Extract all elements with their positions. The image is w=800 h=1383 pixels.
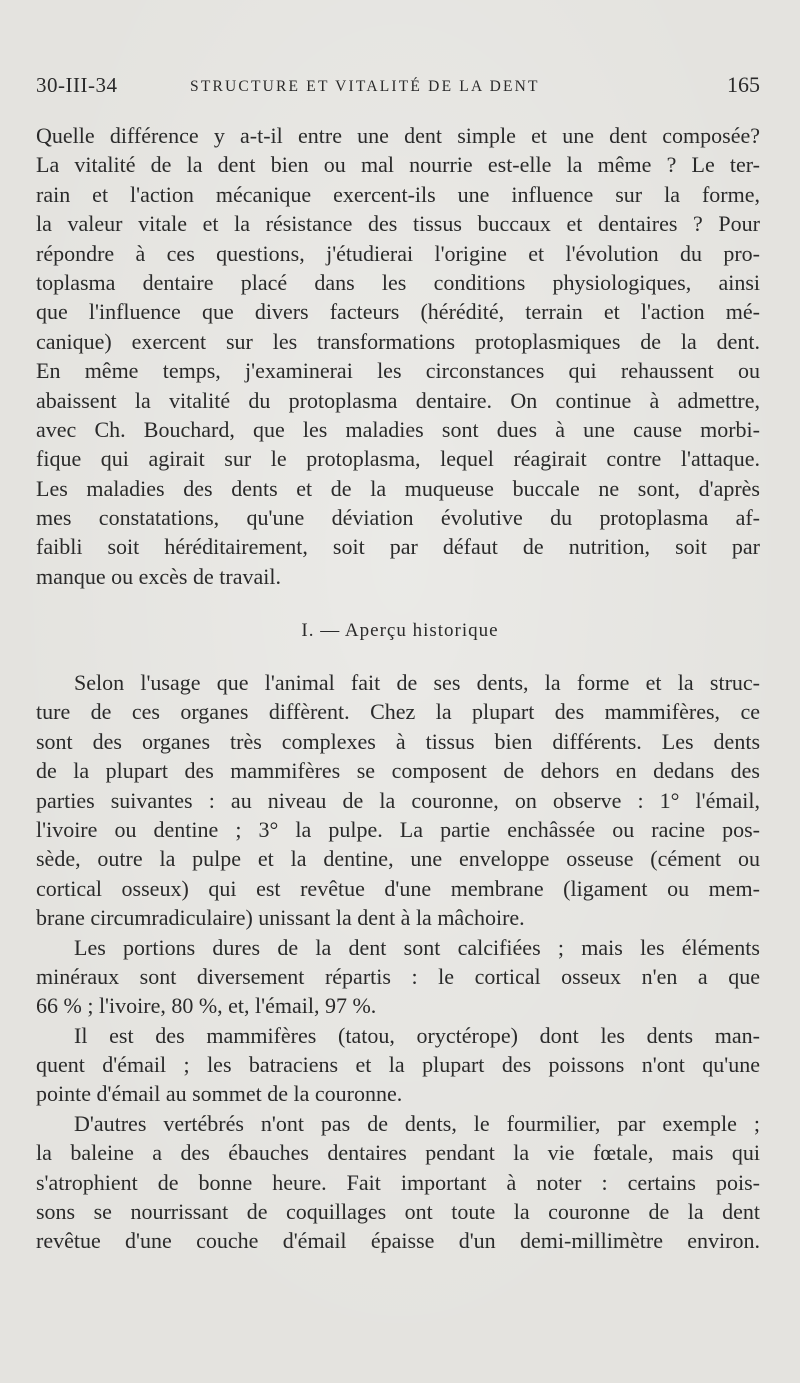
section-body (36, 668, 760, 1256)
text-line: canique) exercent sur les transformations protoplasmiques de la dent. (36, 328, 760, 354)
text-line: brane circumradiculaire) unissant la dent à la mâchoire. (36, 905, 525, 931)
text-line: s'atrophient de bonne heure. Fait important à noter : certains pois- (36, 1169, 760, 1195)
text-line: quent d'émail ; les batraciens et la plupart des poissons n'ont qu'une (36, 1052, 760, 1078)
text-line: 66 % ; l'ivoire, 80 %, et, l'émail, 97 %. (36, 993, 377, 1019)
text-line: Les maladies des dents et de la muqueuse buccale ne sont, d'après (36, 475, 760, 501)
text-line: toplasma dentaire placé dans les conditions physiologiques, ainsi (36, 269, 760, 295)
text-line: sont des organes très complexes à tissus bien différents. Les dents (36, 728, 760, 754)
text-line: la valeur vitale et la résistance des tissus buccaux et dentaires ? Pour (36, 211, 760, 237)
text-line: de la plupart des mammifères se composent de dehors en dedans des (36, 758, 760, 784)
text-line: Les portions dures de la dent sont calcifiées ; mais les éléments (74, 934, 760, 960)
text-line: D'autres vertébrés n'ont pas de dents, le fourmilier, par exemple ; (74, 1110, 760, 1136)
text-line: manque ou excès de travail. (36, 563, 281, 589)
text-line: répondre à ces questions, j'étudierai l'origine et l'évolution du pro- (36, 240, 760, 266)
page-number: 165 (727, 72, 760, 97)
header-date: 30-III-34 (36, 73, 118, 97)
text-line: ture de ces organes diffèrent. Chez la plupart des mammifères, ce (36, 699, 760, 725)
text-line: cortical osseux) qui est revêtue d'une membrane (ligament ou mem- (36, 875, 760, 901)
text-line: l'ivoire ou dentine ; 3° la pulpe. La partie enchâssée ou racine pos- (36, 816, 760, 842)
text-line: que l'influence que divers facteurs (hérédité, terrain et l'action mé- (36, 299, 760, 325)
section-heading: I. — Aperçu historique (301, 620, 499, 641)
text-line: sède, outre la pulpe et la dentine, une enveloppe osseuse (cément ou (36, 846, 760, 872)
text-line: pointe d'émail au sommet de la couronne. (36, 1081, 403, 1107)
text-line: faibli soit héréditairement, soit par défaut de nutrition, soit par (36, 534, 760, 560)
text-line: Quelle différence y a-t-il entre une dent simple et une dent composée? (36, 123, 760, 148)
text-line: revêtue d'une couche d'émail épaisse d'un demi-millimètre environ. (36, 1228, 760, 1254)
text-line: Il est des mammifères (tatou, oryctérope) dont les dents man- (74, 1022, 760, 1048)
text-line: abaissent la vitalité du protoplasma dentaire. On continue à admettre, (36, 387, 760, 413)
text-line: fique qui agirait sur le protoplasma, lequel réagirait contre l'attaque. (36, 446, 760, 472)
text-line: sons se nourrissant de coquillages ont toute la couronne de la dent (36, 1199, 760, 1225)
text-line: Selon l'usage que l'animal fait de ses dents, la forme et la struc- (74, 670, 760, 695)
text-line: minéraux sont diversement répartis : le cortical osseux n'en a que (36, 963, 760, 989)
text-line: la baleine a des ébauches dentaires pendant la vie fœtale, mais qui (36, 1140, 760, 1166)
text-line: La vitalité de la dent bien ou mal nourrie est-elle la même ? Le ter- (36, 152, 760, 178)
intro-paragraph (36, 121, 760, 591)
header-title: STRUCTURE ET VITALITÉ DE LA DENT (190, 78, 540, 95)
running-header (36, 70, 760, 100)
text-line: parties suivantes : au niveau de la couronne, on observe : 1° l'émail, (36, 787, 760, 813)
text-line: avec Ch. Bouchard, que les maladies sont dues à une cause morbi- (36, 416, 760, 442)
text-line: rain et l'action mécanique exercent-ils une influence sur la forme, (36, 181, 760, 207)
text-line: mes constatations, qu'une déviation évolutive du protoplasma af- (36, 505, 760, 531)
text-line: En même temps, j'examinerai les circonstances qui rehaussent ou (36, 358, 760, 384)
